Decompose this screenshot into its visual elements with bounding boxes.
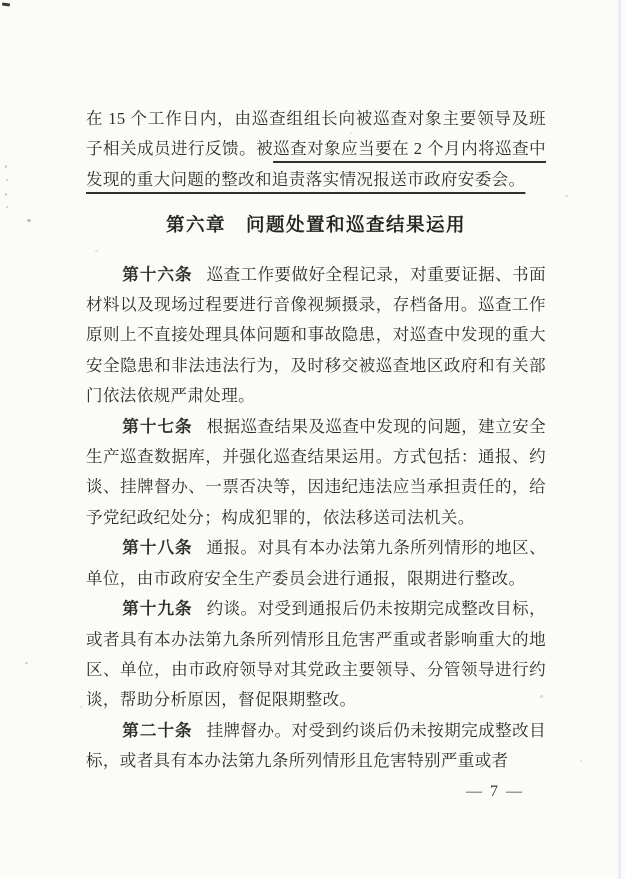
article-16-body: 巡查工作要做好全程记录，对重要证据、书面材料以及现场过程要进行音像视频摄录，存档备用。巡查工作原则上不直接处理具体问题和事故隐患，对巡查中发现的重大安全隐患和非法违法行为，及时移交被巡查地区政府和有关部门依法依规严肃处理。 — [86, 264, 547, 406]
intro-paragraph — [86, 104, 546, 195]
article-16-number: 第十六条 — [122, 264, 193, 284]
page-number: — 7 — — [466, 782, 524, 800]
article-16 — [86, 260, 546, 412]
scan-speckle — [80, 706, 82, 708]
article-20 — [86, 716, 546, 777]
scan-speckle — [565, 195, 568, 197]
scan-speckle — [6, 206, 8, 208]
article-18-body: 通报。对具有本办法第九条所列情形的地区、单位，由市政府安全生产委员会进行通报，限期进行整改。 — [86, 538, 547, 588]
chapter-heading: 第六章 问题处置和巡查结果运用 — [165, 215, 466, 237]
article-19-number: 第十九条 — [122, 599, 193, 619]
article-17-number: 第十七条 — [122, 416, 193, 436]
scan-corner-mark — [2, 2, 10, 6]
scan-speckle — [6, 179, 8, 181]
scan-speckle — [540, 695, 543, 698]
article-18-number: 第十八条 — [122, 538, 193, 558]
intro-paragraph-normal-text: 在 15 个工作日内，由巡查组组长向被巡查对象主要领导及班子相关成员进行反馈。被 — [86, 109, 546, 159]
scan-page-edge-line — [618, 0, 621, 879]
article-17-body: 根据巡查结果及巡查中发现的问题，建立安全生产巡查数据库，并强化巡查结果运用。方式包括：通报、约谈、挂牌督办、一票否决等，因违纪违法应当承担责任的，给予党纪政纪处分；构成犯罪的，依法移送司法机关。 — [86, 416, 547, 527]
article-17 — [86, 412, 546, 534]
article-18 — [86, 533, 546, 594]
intro-paragraph-underlined-text: 巡查对象应当要在 2 个月内将巡查中发现的重大问题的整改和追责落实情况报送市政府安委会。 — [86, 139, 546, 189]
article-20-body: 挂牌督办。对受到约谈后仍未按期完成整改目标，或者具有本办法第九条所列情形且危害特别严重或者 — [86, 720, 547, 771]
article-19 — [86, 594, 546, 716]
scan-speckle — [25, 662, 28, 664]
article-19-body: 约谈。对受到通报后仍未按期完成整改目标，或者具有本办法第九条所列情形且危害严重或者影响重大的地区、单位，由市政府领导对其党政主要领导、分管领导进行约谈，帮助分析原因，督促限期整改。 — [86, 599, 547, 710]
scan-speckle — [5, 193, 7, 196]
scan-speckle — [350, 132, 352, 134]
scan-speckle — [5, 165, 7, 168]
scan-speckle — [27, 219, 31, 222]
document-text-block — [86, 104, 546, 807]
scan-speckle — [580, 760, 582, 762]
scan-speckle — [95, 250, 98, 252]
article-20-number: 第二十条 — [122, 720, 193, 740]
